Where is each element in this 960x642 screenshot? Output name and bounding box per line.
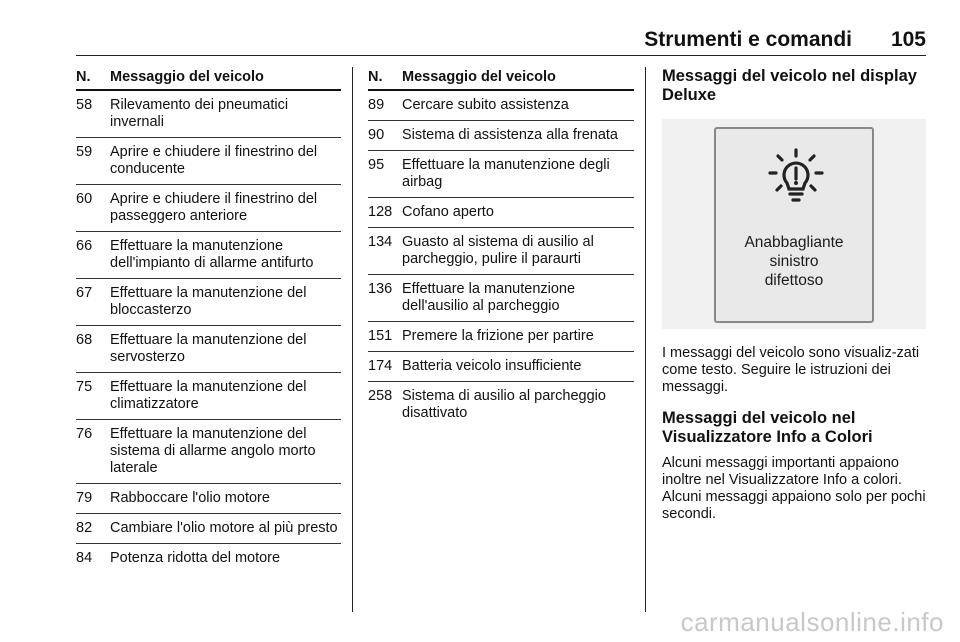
message-number: 67 [76, 285, 93, 301]
message-text: Effettuare la manutenzione del climatizzatore [110, 379, 307, 412]
column-divider [645, 67, 646, 612]
message-text: Aprire e chiudere il finestrino del passeggero anteriore [110, 191, 318, 224]
display-illustration [662, 119, 926, 329]
message-text: Sistema di ausilio al parcheggio disattivato [402, 388, 606, 421]
table-header [368, 67, 634, 91]
message-text: Effettuare la manutenzione del servosterzo [110, 332, 307, 365]
table-header [76, 67, 341, 91]
table-row [76, 138, 341, 185]
page-header [76, 28, 926, 52]
message-number: 68 [76, 332, 93, 348]
message-number: 128 [368, 204, 393, 220]
header-rule [76, 55, 926, 56]
table-row [368, 198, 634, 228]
message-text: Sistema di assistenza alla frenata [402, 127, 618, 143]
message-number: 60 [76, 191, 93, 207]
table-row [76, 420, 341, 484]
heading-deluxe-display: Messaggi del veicolo nel display Deluxe [662, 67, 917, 104]
table-row [368, 382, 634, 428]
message-number: 134 [368, 234, 393, 250]
message-table-right [368, 67, 634, 428]
table-row [368, 352, 634, 382]
message-number: 258 [368, 388, 393, 404]
display-line: Anabbagliante [744, 234, 844, 251]
table-body [368, 91, 634, 428]
message-text: Guasto al sistema di ausilio al parcheggio, pulire il paraurti [402, 234, 594, 267]
table-row [76, 185, 341, 232]
message-number: 90 [368, 127, 385, 143]
display-screen [714, 127, 874, 323]
heading-colour-info-display: Messaggi del veicolo nel Visualizzatore Info a Colori [662, 409, 873, 446]
header-message: Messaggio del veicolo [402, 69, 556, 85]
message-text: Effettuare la manutenzione dell'impianto di allarme antifurto [110, 238, 314, 271]
message-number: 136 [368, 281, 393, 297]
message-text: Premere la frizione per partire [402, 328, 594, 344]
message-table-left [76, 67, 341, 573]
display-line: difettoso [764, 272, 824, 289]
message-text: Cofano aperto [402, 204, 494, 220]
message-number: 75 [76, 379, 93, 395]
message-text: Effettuare la manutenzione del bloccasterzo [110, 285, 307, 318]
message-number: 66 [76, 238, 93, 254]
message-number: 151 [368, 328, 393, 344]
display-line: sinistro [769, 253, 819, 270]
table-row [76, 279, 341, 326]
table-row [76, 232, 341, 279]
table-row [76, 484, 341, 514]
light-bulb-warning-icon [766, 147, 826, 207]
message-number: 59 [76, 144, 93, 160]
table-row [368, 151, 634, 198]
message-number: 79 [76, 490, 93, 506]
message-text: Cercare subito assistenza [402, 97, 569, 113]
message-number: 84 [76, 550, 93, 566]
paragraph-messages-text: I messaggi del veicolo sono visualiz-zati come testo. Seguire le istruzioni dei messaggi. [662, 345, 920, 395]
message-text: Aprire e chiudere il finestrino del conducente [110, 144, 318, 177]
message-text: Cambiare l'olio motore al più presto [110, 520, 338, 536]
display-message [716, 233, 872, 290]
info-column [662, 67, 926, 523]
table-row [76, 544, 341, 573]
message-number: 89 [368, 97, 385, 113]
table-row [76, 326, 341, 373]
section-title: Strumenti e comandi [644, 28, 852, 51]
message-text: Effettuare la manutenzione dell'ausilio al parcheggio [402, 281, 576, 314]
header-number: N. [368, 69, 383, 85]
table-row [368, 121, 634, 151]
message-number: 82 [76, 520, 93, 536]
message-number: 58 [76, 97, 93, 113]
message-text: Effettuare la manutenzione degli airbag [402, 157, 610, 190]
table-row [76, 514, 341, 544]
header-message: Messaggio del veicolo [110, 69, 264, 85]
table-row [368, 228, 634, 275]
message-text: Batteria veicolo insufficiente [402, 358, 582, 374]
header-number: N. [76, 69, 91, 85]
message-number: 76 [76, 426, 93, 442]
table-row [76, 373, 341, 420]
message-text: Potenza ridotta del motore [110, 550, 281, 566]
paragraph-colour-info: Alcuni messaggi importanti appaiono inoltre nel Visualizzatore Info a colori. Alcuni messaggi appaiono solo per pochi secondi. [662, 455, 926, 522]
message-text: Rilevamento dei pneumatici invernali [110, 97, 289, 130]
column-divider [352, 67, 353, 612]
message-text: Rabboccare l'olio motore [110, 490, 270, 506]
page-number: 105 [890, 28, 926, 51]
table-row [368, 275, 634, 322]
message-number: 95 [368, 157, 385, 173]
table-row [368, 322, 634, 352]
table-row [368, 91, 634, 121]
table-body [76, 91, 341, 573]
table-row [76, 91, 341, 138]
message-number: 174 [368, 358, 393, 374]
watermark: carmanualsonline.info [680, 607, 944, 637]
message-text: Effettuare la manutenzione del sistema di allarme angolo morto laterale [110, 426, 316, 476]
